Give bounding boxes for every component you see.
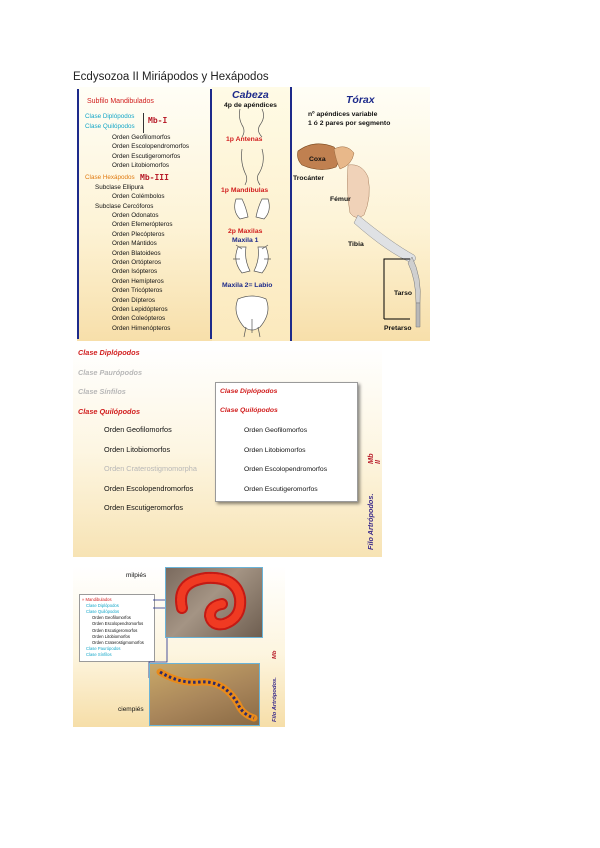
summary-popup-box <box>215 382 358 502</box>
appendage-drawings <box>212 87 292 341</box>
slide2-order-item: Orden Escolopendromorfos <box>104 483 194 493</box>
popup-order-item: Orden Litobiomorfos <box>244 446 306 454</box>
trocanter-label: Trocánter <box>293 175 324 182</box>
slide2-class-item: Clase Quilópodos <box>78 406 141 416</box>
antenas-label: 1p Antenas <box>226 136 263 143</box>
vertical-mb-label: Mb <box>366 453 375 464</box>
popup-order-item: Orden Escolopendromorfos <box>244 466 328 473</box>
slide2-order-item: Orden Geofilomorfos <box>104 425 172 434</box>
cercoforos-order-item: Orden Coleópteros <box>112 315 166 323</box>
cabeza-subtitle: 4p de apéndices <box>224 102 277 109</box>
cabeza-column <box>212 87 292 341</box>
centipede-drawing <box>150 664 259 725</box>
subclase-cercoforos-label: Subclase Cercóforos <box>95 203 154 210</box>
mb1-label: Mb-I <box>148 116 168 125</box>
cercoforos-order-item: Orden Plecópteros <box>112 230 165 238</box>
mb3-label: Mb-III <box>140 173 169 182</box>
mini-list-item: Orden Litobiomorfos <box>92 633 130 639</box>
vertical-mb-label: Mb <box>272 650 278 659</box>
torax-line1: nº apéndices variable <box>308 111 378 118</box>
clase-diplopodos-label: Clase Diplópodos <box>85 113 135 120</box>
cercoforos-order-item: Orden Hemípteros <box>112 277 164 285</box>
quilopodos-order-item: Orden Escolopendromorfos <box>112 143 190 151</box>
clase-hexapodos-label: Clase Hexápodos <box>85 174 135 181</box>
quilopodos-order-item: Orden Escutigeromorfos <box>112 152 181 160</box>
maxila2-label: Maxila 2= Labio <box>222 282 273 289</box>
cercoforos-order-item: Orden Tricópteros <box>112 287 163 295</box>
centipede-photo <box>149 663 260 726</box>
slide2-class-item: Clase Paurópodos <box>78 367 143 377</box>
subclase-ellipura-label: Subclase Ellipura <box>95 184 144 191</box>
tibia-label: Tibia <box>348 241 364 248</box>
tarso-label: Tarso <box>394 290 413 297</box>
pretarso-label: Pretarso <box>384 325 412 332</box>
popup-order-item: Orden Geofilomorfos <box>244 427 308 434</box>
slide-milpies-ciempies <box>73 566 285 727</box>
milpies-label: milpiés <box>126 572 147 579</box>
slide-miriapodos-classes <box>73 346 382 557</box>
cercoforos-order-item: Orden Odonatos <box>112 212 159 219</box>
coxa-label: Coxa <box>309 156 326 163</box>
popup-order-item: Orden Escutigeromorfos <box>244 485 318 493</box>
mini-list-item: Clase Quilópodos <box>86 609 120 615</box>
cabeza-title: Cabeza <box>232 89 269 101</box>
mini-list-item: Orden Escolopendromorfos <box>92 621 144 627</box>
subfilo-label: Subfilo Mandibulados <box>87 98 154 105</box>
mandibulas-label: 1p Mandíbulas <box>221 187 269 194</box>
slide2-order-item: Orden Craterostigmomorpha <box>104 464 197 473</box>
vertical-filo-label: Filo Artrópodos. <box>366 493 375 550</box>
mini-list-item: Orden Craterostigmomorfos <box>92 639 144 645</box>
cercoforos-order-item: Orden Mántidos <box>112 240 157 248</box>
popup-class-item: Clase Quilópodos <box>220 407 278 414</box>
mini-list-item: » Mandibulados <box>82 597 112 602</box>
slide-mandibulados-overview <box>77 87 430 341</box>
popup-class-item: Clase Diplópodos <box>220 388 278 395</box>
quilopodos-order-item: Orden Geofilomorfos <box>112 134 171 141</box>
ciempies-label: ciempiés <box>118 706 144 713</box>
cercoforos-order-item: Orden Ortópteros <box>112 259 161 266</box>
taxonomy-column <box>77 89 212 339</box>
cercoforos-order-item: Orden Dípteros <box>112 296 156 304</box>
orden-colembolos-label: Orden Colémbolos <box>112 193 165 200</box>
quilopodos-order-item: Orden Litobiomorfos <box>112 162 170 170</box>
vertical-filo-label: Filo Artrópodos. <box>272 677 278 722</box>
mini-list-item: Orden Geofilomorfos <box>92 615 131 621</box>
bracket-line <box>143 113 144 133</box>
torax-column <box>292 87 430 341</box>
mini-list-item: Clase Paurópodos <box>86 645 121 651</box>
maxilas-label: 2p Maxilas <box>228 228 263 235</box>
vertical-mb-suffix: II <box>373 459 382 464</box>
slide2-class-item: Clase Diplópodos <box>78 348 140 357</box>
cercoforos-order-item: Orden Isópteros <box>112 268 158 276</box>
cercoforos-order-item: Orden Efemerópteros <box>112 221 173 229</box>
cercoforos-order-item: Orden Lepidópteros <box>112 306 168 313</box>
clase-quilopodos-label: Clase Quilópodos <box>85 123 135 130</box>
page-title: Ecdysozoa II Miriápodos y Hexápodos <box>73 71 269 83</box>
mini-list-item: Clase Sínfilos <box>86 651 112 657</box>
cercoforos-order-item: Orden Blatoideos <box>112 249 161 257</box>
maxila1-label: Maxila 1 <box>232 237 259 244</box>
slide2-order-item: Orden Litobiomorfos <box>104 444 171 454</box>
cercoforos-order-item: Orden Himenópteros <box>112 324 171 332</box>
torax-title: Tórax <box>346 94 375 106</box>
millipede-photo <box>165 567 263 638</box>
mini-list-item: Clase Diplópodos <box>86 603 119 609</box>
slide2-order-item: Orden Escutigeromorfos <box>104 503 184 512</box>
insect-leg-diagram <box>292 87 430 341</box>
millipede-drawing <box>166 568 262 637</box>
slide2-class-item: Clase Sínfilos <box>78 387 126 396</box>
torax-line2: 1 ó 2 pares por segmento <box>308 120 391 127</box>
mini-list-item: Orden Escutigeromorfos <box>92 627 138 633</box>
femur-label: Fémur <box>330 196 351 203</box>
